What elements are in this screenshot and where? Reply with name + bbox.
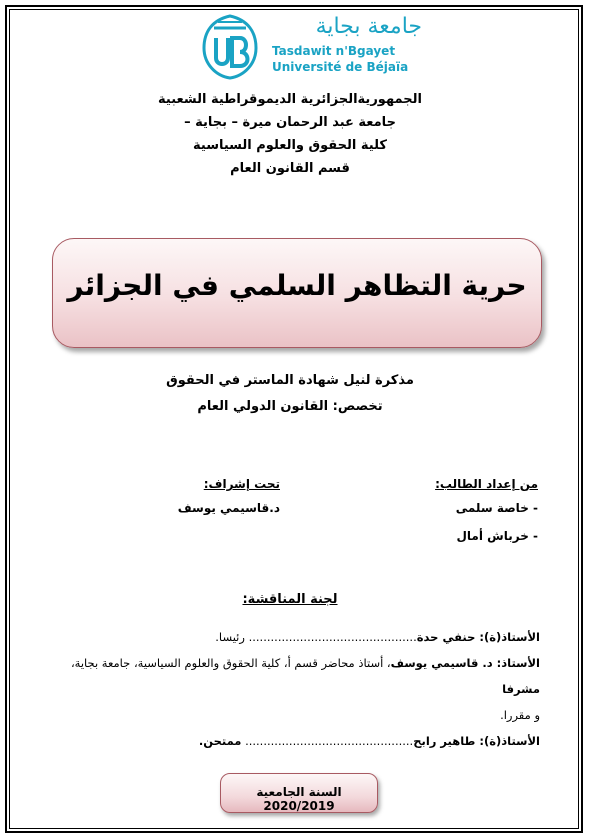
committee-member-row	[40, 728, 540, 754]
logo-arabic-name: جامعة بجاية	[315, 14, 422, 39]
member-role: ممتحن.	[198, 734, 242, 748]
department-name: قسم القانون العام	[230, 161, 350, 176]
member-description: ، أستاذ محاضر قسم أ، كلية الحقوق والعلوم السياسية، جامعة بجاية،	[70, 656, 391, 670]
member-role: مشرفا	[502, 682, 540, 696]
prepared-by-label: من إعداد الطالب:	[435, 477, 538, 491]
academic-year: السنة الجامعية 2020/2019	[256, 785, 342, 813]
member-name: الأستاذ(ة): حنفي حدة	[416, 630, 540, 644]
logo-kabyle-name: Tasdawit n'Bgayet	[272, 44, 396, 58]
degree-line: مذكرة لنيل شهادة الماستر في الحقوق	[166, 373, 414, 388]
dot-leader: ..............................................	[245, 734, 414, 748]
supervisor-name: د.قاسيمي يوسف	[177, 501, 280, 515]
committee-list	[40, 624, 540, 754]
university-logo	[200, 14, 430, 84]
thesis-title: حرية التظاهر السلمي في الجزائر	[67, 269, 527, 302]
dot-leader: ..............................................	[248, 630, 417, 644]
specialty-line: تخصص: القانون الدولي العام	[197, 399, 383, 414]
prepared-by-section	[338, 474, 538, 550]
member-name: الأستاذ(ة): طاهير رابح	[413, 734, 540, 748]
supervisor-section	[100, 474, 280, 522]
institution-header	[100, 88, 480, 180]
supervisor-label: تحت إشراف:	[203, 477, 280, 491]
student-name: - خاصة سلمى	[455, 501, 538, 515]
faculty-name: كلية الحقوق والعلوم السياسية	[193, 138, 387, 153]
degree-info	[100, 368, 480, 420]
university-name: جامعة عبد الرحمان ميرة – بجاية –	[184, 115, 396, 130]
committee-member-row	[40, 650, 540, 728]
title-box	[52, 238, 542, 348]
committee-label: لجنة المناقشة:	[242, 592, 338, 607]
logo-french-name: Université de Béjaïa	[272, 60, 409, 74]
member-role: رئيسا.	[215, 630, 245, 644]
university-emblem-icon	[200, 14, 260, 80]
committee-member-row	[40, 624, 540, 650]
student-name: - خرباش أمال	[456, 529, 538, 543]
member-name: الأستاذ: د. قاسيمي يوسف	[390, 656, 540, 670]
republic-name: الجمهوريةالجزائرية الديموقراطية الشعبية	[158, 92, 422, 107]
academic-year-box	[220, 773, 378, 813]
member-role-tail: و مقررا.	[500, 708, 540, 722]
